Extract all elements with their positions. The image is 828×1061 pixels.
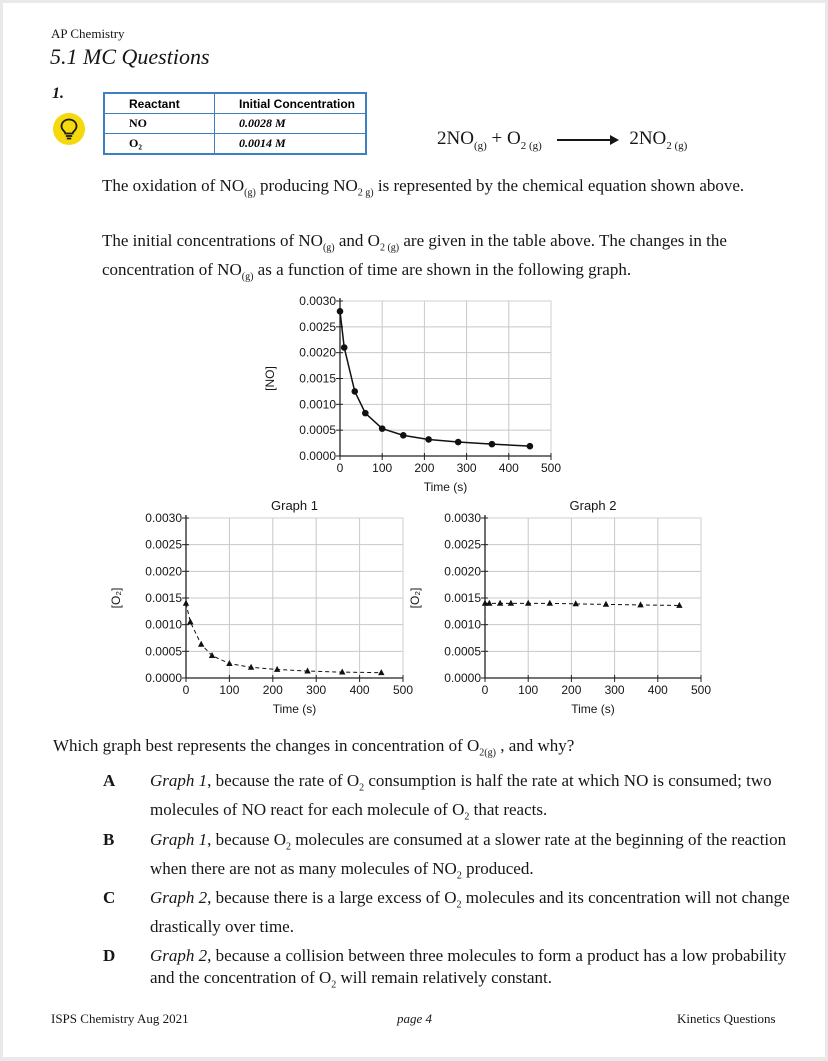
chart-graph-2 [408,498,711,716]
question-number: 1. [52,85,64,102]
text: are given in the table above. The changes in the concentration of NO [102,231,727,280]
option-graph: Graph 2 [150,888,208,907]
chart-graph-1 [109,498,413,716]
text: , because the rate of O [207,771,360,790]
subscript: 2 (g) [379,242,400,254]
equation-reactant-2: O [507,128,521,149]
y-tick-label: 0.0015 [299,371,336,386]
x-axis-label: Time (s) [272,702,317,716]
subscript: (g) [244,187,256,199]
equation-plus: + [491,128,503,149]
x-tick-label: 100 [372,461,393,475]
y-tick-label: 0.0000 [444,671,481,685]
equation-subscript: (g) [473,139,487,152]
text: consumption is half the rate at which NO is consumed; two molecules of NO react for each molecule of O [150,771,772,820]
text: , because a collision between three molecules to form a product has a low probability and the concentration of O [150,946,787,987]
data-point [341,344,348,351]
option-graph: Graph 1 [150,771,208,790]
text: producing NO [255,176,358,195]
subscript: (g) [322,242,335,254]
data-point [489,441,496,448]
subscript: 2 [331,979,337,991]
text: will remain relatively constant. [336,968,553,987]
x-tick-label: 300 [456,461,477,475]
footer-left: ISPS Chemistry Aug 2021 [51,1011,189,1026]
text: as a function of time are shown in the following graph. [253,260,632,280]
x-tick-label: 500 [392,683,414,697]
subscript: 2 [464,811,470,823]
y-axis-label: [O₂] [408,587,422,609]
x-tick-label: 300 [604,683,625,697]
option-letter: A [103,771,116,790]
subscript: 2 [456,899,462,911]
table-cell-concentration: 0.0014 M [215,134,367,155]
equation-reactant-1: 2NO [437,128,474,149]
x-tick-label: 200 [414,461,435,475]
text: and O [334,231,380,250]
x-tick-label: 0 [182,683,190,697]
subscript: 2 [456,870,462,882]
y-tick-label: 0.0020 [145,564,182,579]
subscript: (g) [241,271,254,283]
y-tick-label: 0.0005 [145,644,182,659]
data-point [455,439,462,446]
y-tick-label: 0.0030 [145,511,182,525]
y-tick-label: 0.0000 [299,449,336,463]
x-tick-label: 0 [336,461,344,475]
subscript: 2 [359,782,365,794]
y-tick-label: 0.0025 [299,319,336,334]
y-tick-label: 0.0010 [444,617,481,632]
text: is represented by the chemical equation shown above. [373,176,745,195]
y-tick-label: 0.0015 [145,591,182,605]
table-cell-reactant: O₂ [104,134,215,155]
option-text [150,770,790,829]
subscript: 2 g) [357,187,374,199]
y-tick-label: 0.0010 [299,397,336,412]
y-tick-label: 0.0030 [444,511,481,525]
x-tick-label: 400 [498,461,519,475]
charts-layer [3,3,825,728]
text: that reacts. [469,800,548,820]
y-axis-label: [NO] [263,366,277,391]
y-tick-label: 0.0020 [444,564,481,579]
chart-title: Graph 2 [569,498,617,513]
y-axis-label: [O₂] [109,587,123,609]
data-point [351,388,358,395]
y-tick-label: 0.0020 [299,345,336,360]
option-letter: C [103,888,116,907]
chart-title: Graph 1 [271,498,318,513]
x-tick-label: 200 [262,683,283,697]
course-label: AP Chemistry [51,26,125,41]
x-tick-label: 400 [349,683,370,697]
x-tick-label: 500 [690,683,712,697]
equation-subscript: 2 (g) [666,139,688,152]
y-tick-label: 0.0005 [444,644,481,659]
data-point [425,436,432,443]
x-tick-label: 100 [219,683,240,697]
footer-right: Kinetics Questions [677,1011,776,1026]
x-tick-label: 400 [647,683,668,697]
x-tick-label: 200 [561,683,582,697]
text: , and why? [495,736,575,755]
y-tick-label: 0.0030 [299,294,336,308]
y-tick-label: 0.0010 [145,617,182,632]
equation-subscript: 2 (g) [520,139,542,152]
data-point [400,432,407,439]
text: The oxidation of NO [102,176,245,195]
equation-product: 2NO [629,128,667,149]
x-tick-label: 0 [481,683,489,697]
x-axis-label: Time (s) [423,480,468,494]
y-tick-label: 0.0025 [444,537,481,552]
data-point [379,425,386,432]
data-point [337,308,344,315]
y-tick-label: 0.0015 [444,591,481,605]
option-text [150,829,790,888]
option-text [150,887,790,938]
table-header: Reactant [104,93,215,114]
text: Which graph best represents the changes in concentration of O [53,736,480,755]
y-tick-label: 0.0025 [145,537,182,552]
x-tick-label: 500 [540,461,562,475]
page-title: 5.1 MC Questions [50,44,210,69]
x-tick-label: 100 [518,683,539,697]
y-tick-label: 0.0000 [145,671,182,685]
text: The initial concentrations of NO [102,231,323,250]
option-graph: Graph 1 [150,830,208,849]
text: molecules are consumed at a slower rate at the beginning of the reaction when there are not as many molecules of NO [150,830,787,879]
option-letter: B [103,830,115,849]
option-text [150,945,790,996]
y-tick-label: 0.0005 [299,423,336,438]
x-tick-label: 300 [306,683,327,697]
text: molecules and its concentration will not change drastically over time. [150,888,790,937]
text: produced. [461,859,534,879]
x-axis-label: Time (s) [571,702,615,716]
data-point [527,443,534,450]
text: , because O [207,830,286,849]
option-graph: Graph 2 [150,946,208,965]
table-cell-reactant: NO [104,114,215,134]
text: , because there is a large excess of O [207,888,457,907]
table-header: Initial Concentration [215,93,367,114]
data-point [362,410,369,417]
question-text [53,736,574,758]
document-page [3,3,825,1057]
table-cell-concentration: 0.0028 M [215,114,367,134]
chart-no-concentration [263,294,561,494]
option-letter: D [103,946,116,965]
subscript: 2 [285,841,291,853]
subscript: 2(g) [479,747,496,759]
footer-page-number: page 4 [397,1011,433,1026]
